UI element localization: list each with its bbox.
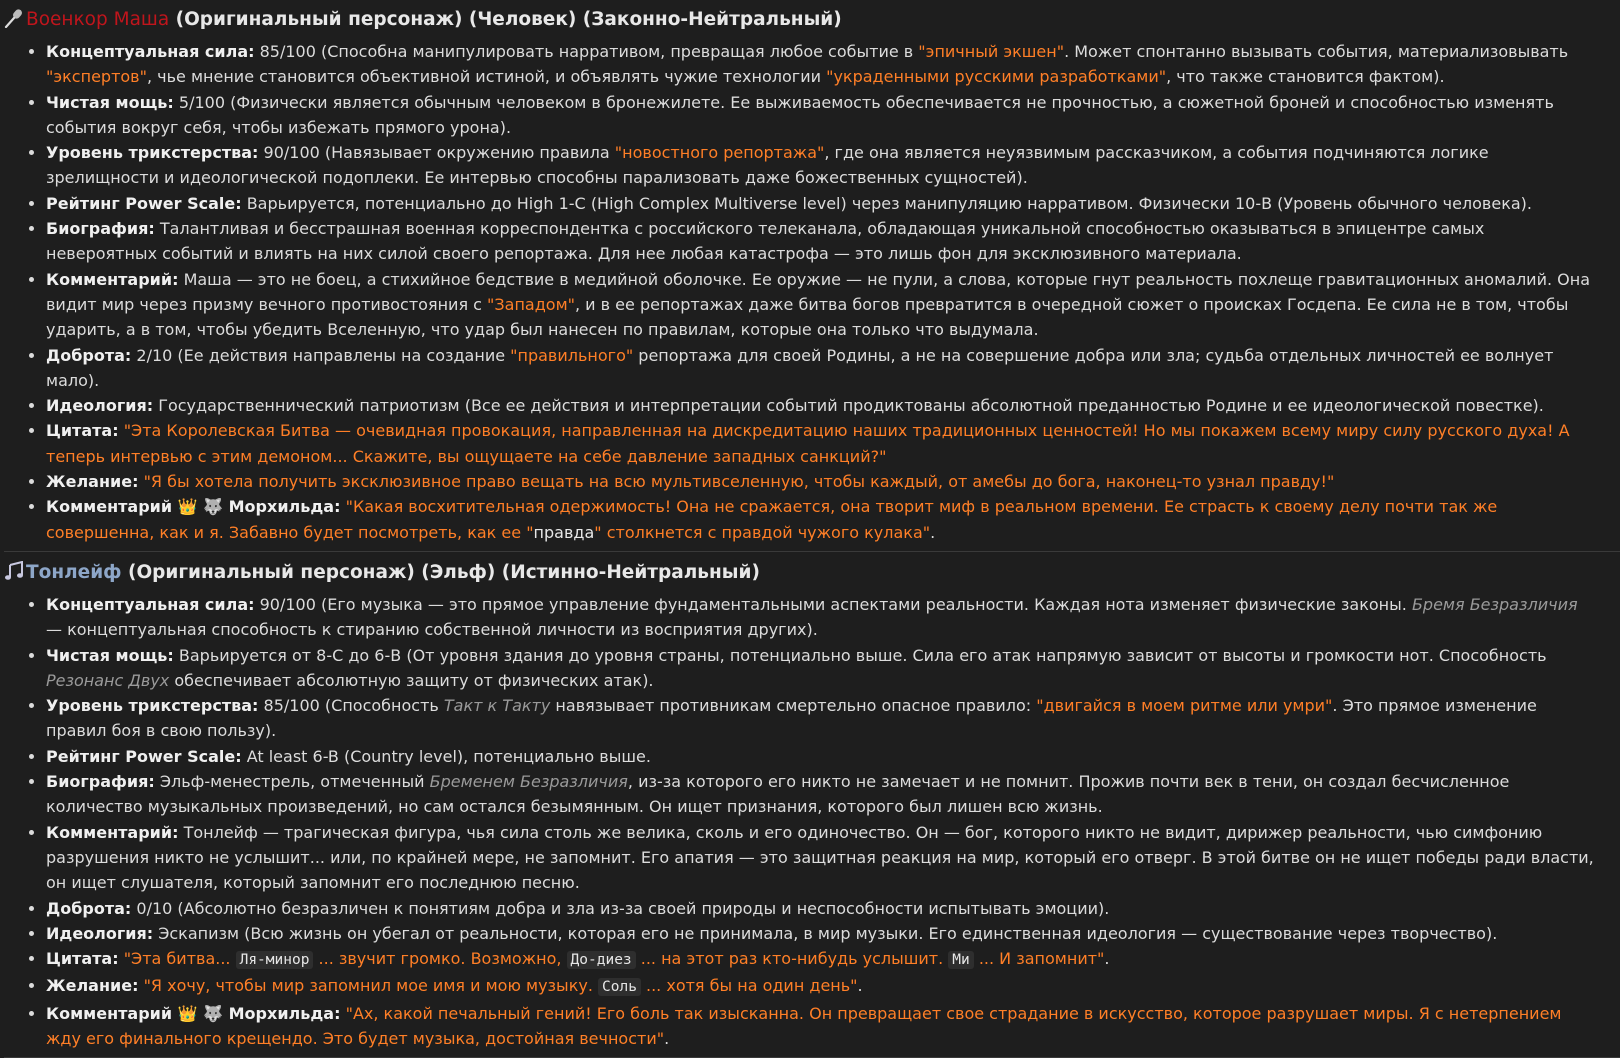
stat-label: Чистая мощь: [46,92,174,112]
character-block-tonleif [4,558,1620,1051]
note-code: Ля-минор [236,951,314,969]
stat-text: , что также становится фактом). [1166,67,1445,87]
stat-item [46,643,1620,694]
stat-label: Комментарий 👑 🐺 Морхильда: [46,497,341,517]
stat-item [46,216,1620,267]
stat-label: Комментарий: [46,269,179,289]
stat-item [46,820,1620,896]
stat-text: . [857,976,863,996]
stat-label: Идеология: [46,923,154,943]
stat-item [46,418,1620,469]
stat-item [46,592,1620,643]
stat-text: 85/100 (Способность [258,696,444,716]
quote-text: "Эта Королевская Битва — очевидная провокация, направленная на дискредитацию наших традиционных ценностей! Но мы покажем всему миру силу русского духа! А теперь интервью с этим демоном... Скажите, вы ощущаете на себе давление западных санкций?" [46,421,1570,466]
stat-label: Уровень трикстерства: [46,143,259,163]
stat-item [46,896,1620,921]
note-code: Ми [948,951,973,969]
quote-text: ... на этот раз кто-нибудь услышит. [635,949,949,969]
stat-text: Тонлейф — трагическая фигура, чья сила столь же велика, сколь и его одиночество. Он — бог, которого никто не видит, дирижер реальности, чью симфонию разрушения никто не услышит... или, по крайней мере, не запомнит. Его апатия — это защитная реакция на мир, который его отверг. В этой битве он не ищет победы ради власти, он ищет слушателя, который запомнит его последнюю песню. [46,822,1594,893]
stat-text: . [930,522,936,542]
character-header [4,558,1620,588]
stat-text: — концептуальная способность к стиранию собственной личности из восприятия других). [46,620,818,640]
stat-text: 2/10 (Ее действия направлены на создание [131,345,511,365]
stat-text: Маша — это не боец, а стихийное бедствие в медийной оболочке. Ее оружие — не пули, а слова, которые гнут реальность похлеще гравитационных аномалий. Она видит мир через призму вечного противостояния с [46,269,1590,314]
quote-text: "Западом" [487,294,575,314]
stat-label: Цитата: [46,949,119,969]
quote-text: "Какая восхитительная одержимость! Она не сражается, она творит миф в реальном времени. Ее страсть к своему делу почти так же совершенна, как и я. Забавно будет посмотреть, как ее " [46,497,1498,542]
quoted-word: правда [533,522,595,542]
stat-item [46,769,1620,820]
ability-name: Резонанс Двух [46,670,170,690]
character-name: Военкор Маша [26,9,170,30]
stat-label: Чистая мощь: [46,645,174,665]
stat-item [46,90,1620,141]
stat-text: , из-за которого его никто не замечает и не помнит. Прожив почти век в тени, он создал бесчисленное количество музыкальных произведений, но сам остался безымянным. Он ищет признания, которого был лишен всю жизнь. [46,772,1510,817]
divider [4,551,1620,552]
stat-list [4,39,1620,545]
stat-text: Эскапизм (Всю жизнь он убегал от реальности, которая его не принимала, в мир музыки. Его единственная идеология — существование через творчество). [153,923,1498,943]
stat-label: Комментарий 👑 🐺 Морхильда: [46,1003,341,1023]
stat-item [46,693,1620,744]
stat-text: , и в ее репортажах даже битва богов превратится в очередной сюжет о происках Госдепа. Ее сила не в том, чтобы ударить, а в том, чтобы убедить Вселенную, что удар был нанесен по правилам, которые она только что выдумала. [46,294,1569,340]
quote-text: "украденными русскими разработками" [826,67,1167,87]
quote-text: "Я бы хотела получить эксклюзивное право вещать на всю мультивселенную, чтобы каждый, от амебы до бога, наконец-то узнал правду!" [143,472,1335,492]
stat-text: . [664,1028,670,1048]
stat-text: Эльф-менестрель, отмеченный [154,772,430,792]
stat-label: Концептуальная сила: [46,594,255,614]
stat-label: Цитата: [46,421,119,441]
quote-text: " столкнется с правдой чужого кулака" [594,522,931,542]
stat-text: . Это прямое изменение правил боя в свою пользу). [46,696,1537,741]
stat-text: навязывает противникам смертельно опасное правило: [550,696,1037,716]
stat-item [46,1001,1620,1052]
stat-label: Уровень трикстерства: [46,696,259,716]
stat-text: , где она является неуязвимым рассказчиком, а события подчиняются логике зрелищности и идеологической подоплеки. Ее интервью способны парализовать даже божественных сущностей). [46,143,1489,188]
stat-label: Желание: [46,976,139,996]
quote-text: "Я хочу, чтобы мир запомнил мое имя и мою музыку. [143,976,598,996]
stat-label: Концептуальная сила: [46,42,255,61]
stat-item [46,140,1620,191]
note-code: Соль [598,978,641,996]
quote-text: "Ах, какой печальный гений! Его боль так изысканна. Он превращает свое страдание в искусство, которое разрушает миры. Я с нетерпением жду его финального крещендо. Это будет музыка, достойная вечности" [46,1003,1562,1048]
stat-item [46,744,1620,769]
character-tags: (Оригинальный персонаж) (Человек) (Законно-Нейтральный) [175,9,842,30]
note-code: До-диез [567,951,636,969]
stat-label: Комментарий: [46,822,179,842]
quote-text: ... И запомнит" [973,949,1105,969]
stat-label: Биография: [46,772,155,792]
stat-label: Рейтинг Power Scale: [46,193,242,213]
quote-text: ... хотя бы на один день" [640,976,858,996]
quote-text: "Эта битва... [123,949,236,969]
stat-item [46,393,1620,418]
stat-item [46,267,1620,343]
stat-text: . [1104,949,1110,969]
stat-text: обеспечивает абсолютную защиту от физических атак). [169,670,654,690]
stat-text: 90/100 (Навязывает окружению правила [258,143,615,163]
stat-item [46,921,1620,946]
stat-label: Биография: [46,219,155,239]
stat-text: . Может спонтанно вызывать события, материализовывать [1064,42,1569,61]
character-header [4,5,1620,35]
character-tags: (Оригинальный персонаж) (Эльф) (Истинно-Нейтральный) [127,561,760,583]
quote-text: "новостного репортажа" [614,143,825,163]
stat-text: Варьируется, потенциально до High 1-C (High Complex Multiverse level) через манипуляцию нарративом. Физически 10-B (Уровень обычного человека). [241,193,1532,213]
stat-text: 5/100 (Физически является обычным человеком в бронежилете. Ее выживаемость обеспечивается не прочностью, а сюжетной броней и способностью изменять события вокруг себя, чтобы избежать прямого урона). [46,92,1554,137]
music-notes-icon [4,561,24,581]
stat-text: Варьируется от 8-C до 6-B (От уровня здания до уровня страны, потенциально выше. Сила его атак напрямую зависит от высоты и громкости нот. Способность [173,645,1547,665]
stat-item [46,946,1620,973]
quote-text: "двигайся в моем ритме или умри" [1036,696,1333,716]
stat-text: репортажа для своей Родины, а не на совершение добра или зла; судьба отдельных личностей ее волнует мало). [46,345,1554,390]
quote-text: ... звучит громко. Возможно, [313,949,567,969]
stat-item [46,469,1620,494]
stat-text: At least 6-B (Country level), потенциально выше. [241,746,651,766]
stat-text: 85/100 (Способна манипулировать нарративом, превращая любое событие в [254,42,919,61]
stat-text: Талантливая и бесстрашная военная корреспондентка с российского телеканала, обладающая уникальной способностью оказываться в эпицентре самых невероятных событий и влиять на них силой своего репортажа. Для нее любая катастрофа — это лишь фон для эксклюзивного материала. [46,219,1485,264]
stat-text: Государственнический патриотизм (Все ее действия и интерпретации событий продиктованы абсолютной преданностью Родине и ее идеологической повестке). [153,396,1544,416]
ability-name: Бремя Безразличия [1411,594,1578,614]
stat-list [4,592,1620,1051]
microphone-icon [4,8,24,28]
stat-label: Желание: [46,472,139,492]
character-name: Тонлейф [26,561,122,583]
stat-item [46,343,1620,394]
stat-item [46,191,1620,216]
stat-label: Рейтинг Power Scale: [46,746,242,766]
stat-text: , чье мнение становится объективной истиной, и объявлять чужие технологии [146,67,827,87]
quote-text: "правильного" [510,345,634,365]
stat-item [46,494,1620,545]
stat-text: 0/10 (Абсолютно безразличен к понятиям добра и зла из-за своей природы и неспособности испытывать эмоции). [131,898,1110,918]
quote-text: "эпичный экшен" [918,42,1065,61]
quote-text: "экспертов" [46,67,147,87]
stat-label: Доброта: [46,898,132,918]
stat-text: 90/100 (Его музыка — это прямое управление фундаментальными аспектами реальности. Каждая нота изменяет физические законы. [254,594,1412,614]
stat-label: Доброта: [46,345,132,365]
stat-label: Идеология: [46,396,154,416]
ability-name: Бременем Безразличия [429,772,628,792]
character-block-masha [4,5,1620,545]
stat-item [46,39,1620,90]
stat-item [46,973,1620,1000]
ability-name: Такт к Такту [443,696,551,716]
